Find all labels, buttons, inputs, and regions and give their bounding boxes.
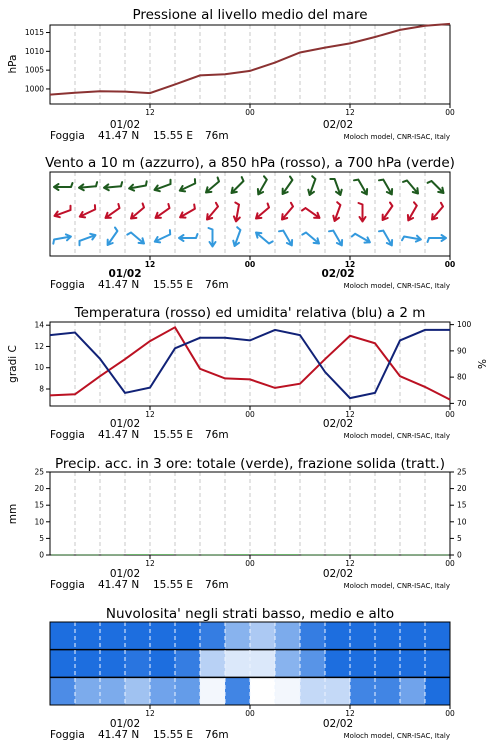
- model-credit: Moloch model, CNR-ISAC, Italy: [343, 432, 450, 440]
- cloud-cell: [375, 677, 401, 705]
- wind-arrow: [352, 234, 370, 243]
- cloud-cell: [275, 622, 301, 650]
- day-label-2: 02/02: [322, 568, 354, 580]
- wind-arrow: [156, 204, 170, 218]
- wind-arrow: [155, 230, 170, 242]
- wind-arrow: [127, 233, 144, 244]
- precip-bar: [401, 555, 424, 556]
- wind-arrow: [131, 204, 144, 219]
- cloud-cell: [75, 650, 101, 678]
- wind-arrow: [180, 205, 195, 218]
- y-tick-label-right: 80: [457, 372, 467, 382]
- cloud-cell: [325, 677, 351, 705]
- pressure-title: Pressione al livello medio del mare: [132, 7, 368, 23]
- model-credit: Moloch model, CNR-ISAC, Italy: [343, 732, 450, 740]
- precip-bar: [151, 554, 174, 555]
- clouds-panel: [50, 606, 455, 741]
- wind-arrow: [428, 235, 447, 242]
- y-tick-label-right: 15: [457, 500, 467, 510]
- cloud-cell: [125, 677, 151, 705]
- y-tick-label-right: 25: [457, 467, 467, 477]
- wind-arrow: [354, 180, 367, 195]
- cloud-cell: [175, 677, 201, 705]
- cloud-cell: [425, 677, 451, 705]
- x-tick-label: 12: [145, 559, 155, 568]
- y-tick-label: 1010: [24, 46, 44, 56]
- wind-arrow: [333, 202, 340, 221]
- wind-arrow: [383, 203, 393, 221]
- cloud-cell: [150, 677, 176, 705]
- x-tick-label: 12: [345, 709, 355, 718]
- wind-arrow: [359, 203, 366, 222]
- location-lon: 15.55 E: [153, 279, 194, 291]
- wind-arrow: [180, 179, 195, 191]
- clouds-title: Nuvolosita' negli strati basso, medio e alto: [105, 606, 395, 622]
- x-tick-label: 00: [445, 709, 455, 718]
- wind-arrow: [282, 203, 293, 220]
- precip-bar: [251, 554, 274, 555]
- cloud-cell: [175, 650, 201, 678]
- wind-arrow: [256, 233, 273, 244]
- precip-title: Precip. acc. in 3 ore: totale (verde), frazione solida (tratt.): [55, 456, 445, 472]
- cloud-cell: [400, 650, 426, 678]
- y-tick-label: 5: [39, 533, 44, 543]
- x-tick-label: 12: [145, 108, 155, 117]
- cloud-cell: [200, 650, 226, 678]
- cloud-cell: [125, 622, 151, 650]
- location-lat: 41.47 N: [98, 429, 140, 441]
- day-label-1: 01/02: [109, 418, 141, 430]
- x-tick-label: 00: [245, 559, 255, 568]
- location-name: Foggia: [50, 429, 85, 441]
- wind-arrow: [330, 179, 341, 195]
- wind-arrow: [308, 176, 315, 195]
- cloud-cell: [300, 677, 326, 705]
- location-lon: 15.55 E: [153, 429, 194, 441]
- day-label-1: 01/02: [109, 718, 141, 730]
- y-tick-label: 8: [39, 384, 44, 394]
- wind-arrow: [108, 228, 118, 246]
- x-tick-label: 00: [245, 108, 255, 117]
- wind-arrow: [256, 204, 269, 219]
- cloud-cell: [300, 622, 326, 650]
- wind-arrow: [302, 233, 319, 244]
- y-tick-label: 15: [34, 500, 44, 510]
- x-tick-label: 12: [345, 559, 355, 568]
- y-tick-label: 20: [34, 484, 44, 494]
- wind-arrow: [79, 182, 97, 190]
- wind-arrow: [179, 234, 198, 241]
- clouds-footer: [50, 718, 450, 741]
- y-tick-label-right: 100: [457, 320, 472, 330]
- wind-arrow: [432, 203, 443, 220]
- wind-arrow: [80, 234, 96, 245]
- y-tick-label: 25: [34, 467, 44, 477]
- location-name: Foggia: [50, 279, 85, 291]
- cloud-cell: [300, 650, 326, 678]
- location-elevation: 76m: [205, 579, 229, 591]
- precip-bar: [201, 555, 224, 556]
- wind-arrow: [403, 181, 418, 194]
- location-name: Foggia: [50, 729, 85, 741]
- y-tick-label-right: 20: [457, 484, 467, 494]
- precip-bar: [126, 554, 149, 555]
- cloud-cell: [100, 677, 126, 705]
- cloud-cell: [275, 650, 301, 678]
- wind-arrow: [80, 205, 95, 217]
- location-elevation: 76m: [205, 429, 229, 441]
- cloud-cell: [75, 622, 101, 650]
- y-tick-label: 14: [34, 320, 44, 330]
- cloud-cell: [350, 677, 376, 705]
- precip-bar: [176, 555, 199, 556]
- cloud-cell: [200, 622, 226, 650]
- wind-arrow: [206, 178, 219, 193]
- cloud-cell: [350, 622, 376, 650]
- cloud-cell: [150, 650, 176, 678]
- location-lat: 41.47 N: [98, 130, 140, 142]
- cloud-cell: [275, 677, 301, 705]
- wind-panel: [45, 155, 455, 291]
- y-tick-label-right: 0: [457, 550, 462, 560]
- y-tick-label: 10: [34, 363, 44, 373]
- day-label-1: 01/02: [109, 568, 141, 580]
- temp-rh-title: Temperatura (rosso) ed umidita' relativa (blu) a 2 m: [74, 305, 426, 321]
- precip-bar: [326, 555, 349, 556]
- location-lat: 41.47 N: [98, 579, 140, 591]
- cloud-cell: [350, 650, 376, 678]
- y-tick-label: 0: [39, 550, 44, 560]
- location-elevation: 76m: [205, 130, 229, 142]
- cloud-cell: [50, 677, 76, 705]
- precip-ylabel: mm: [7, 503, 19, 525]
- wind-arrow: [234, 203, 240, 222]
- pressure-ylabel: hPa: [7, 54, 19, 74]
- wind-title: Vento a 10 m (azzurro), a 850 hPa (rosso), a 700 hPa (verde): [45, 155, 455, 171]
- model-credit: Moloch model, CNR-ISAC, Italy: [343, 133, 450, 141]
- wind-arrow: [408, 202, 417, 220]
- wind-arrow: [233, 227, 240, 246]
- cloud-cell: [250, 677, 276, 705]
- wind-arrow: [279, 231, 292, 246]
- day-label-2: 02/02: [322, 418, 354, 430]
- cloud-cell: [100, 622, 126, 650]
- cloud-cell: [325, 622, 351, 650]
- day-label-2: 02/02: [322, 119, 354, 131]
- wind-arrow: [106, 204, 120, 218]
- y-tick-label: 1015: [24, 28, 44, 38]
- wind-arrow: [55, 206, 71, 217]
- cloud-cell: [325, 650, 351, 678]
- cloud-cell: [200, 677, 226, 705]
- cloud-cell: [100, 650, 126, 678]
- pressure-panel: [7, 7, 455, 142]
- wind-arrow: [329, 231, 342, 246]
- precip-bar: [276, 554, 299, 555]
- location-lon: 15.55 E: [153, 729, 194, 741]
- cloud-cell: [150, 622, 176, 650]
- cloud-cell: [400, 677, 426, 705]
- model-credit: Moloch model, CNR-ISAC, Italy: [343, 282, 450, 290]
- wind-arrow: [428, 181, 444, 193]
- precip-bar: [376, 555, 399, 556]
- precip-bar: [51, 555, 74, 556]
- wind-arrow: [232, 177, 244, 193]
- wind-arrow: [53, 234, 71, 243]
- cloud-cell: [250, 622, 276, 650]
- wind-arrow: [258, 176, 267, 194]
- y-tick-label-right: 70: [457, 398, 467, 408]
- cloud-cell: [375, 650, 401, 678]
- wind-arrow: [379, 180, 392, 195]
- precip-bar: [101, 555, 124, 556]
- day-label-1: 01/02: [109, 119, 141, 131]
- precip-panel: [7, 456, 467, 591]
- x-tick-label: 00: [244, 260, 256, 269]
- rh-ylabel: %: [477, 359, 489, 369]
- wind-arrow: [402, 236, 421, 242]
- precip-bar: [351, 555, 374, 556]
- cloud-cell: [425, 622, 451, 650]
- x-tick-label: 00: [245, 410, 255, 419]
- wind-arrow: [283, 177, 293, 195]
- x-tick-label: 00: [444, 260, 456, 269]
- wind-footer: [50, 268, 450, 291]
- temp-ylabel: gradi C: [7, 345, 19, 383]
- cloud-cell: [50, 650, 76, 678]
- temp-rh-footer: [50, 418, 450, 441]
- cloud-cell: [225, 622, 251, 650]
- location-lon: 15.55 E: [153, 579, 194, 591]
- wind-arrow: [207, 203, 218, 220]
- x-tick-label: 12: [145, 709, 155, 718]
- location-name: Foggia: [50, 130, 85, 142]
- location-lat: 41.47 N: [98, 279, 140, 291]
- cloud-cell: [75, 677, 101, 705]
- wind-arrow: [302, 208, 320, 218]
- cloud-cell: [225, 677, 251, 705]
- precip-bar: [426, 555, 449, 556]
- y-tick-label-right: 10: [457, 517, 467, 527]
- cloud-cell: [50, 622, 76, 650]
- x-tick-label: 12: [345, 410, 355, 419]
- precip-bar: [301, 555, 324, 556]
- x-tick-label: 00: [245, 709, 255, 718]
- y-tick-label: 12: [34, 341, 44, 351]
- x-tick-label: 12: [145, 410, 155, 419]
- location-lon: 15.55 E: [153, 130, 194, 142]
- cloud-cell: [175, 622, 201, 650]
- y-tick-label: 1000: [24, 84, 44, 94]
- location-elevation: 76m: [205, 279, 229, 291]
- pressure-footer: [50, 119, 450, 142]
- model-credit: Moloch model, CNR-ISAC, Italy: [343, 582, 450, 590]
- x-tick-label: 00: [445, 108, 455, 117]
- precip-bar: [226, 554, 249, 555]
- cloud-cell: [400, 622, 426, 650]
- cloud-cell: [225, 650, 251, 678]
- wind-arrow: [209, 228, 216, 247]
- precip-footer: [50, 568, 450, 591]
- location-name: Foggia: [50, 579, 85, 591]
- x-tick-label: 00: [445, 410, 455, 419]
- y-tick-label-right: 5: [457, 533, 462, 543]
- x-tick-label: 12: [144, 260, 156, 269]
- y-tick-label: 1005: [24, 65, 44, 75]
- wind-arrow: [104, 182, 122, 190]
- wind-arrow: [155, 180, 171, 191]
- location-lat: 41.47 N: [98, 729, 140, 741]
- wind-arrow: [379, 231, 392, 246]
- wind-arrow: [54, 183, 73, 190]
- cloud-cell: [125, 650, 151, 678]
- x-tick-label: 12: [344, 260, 356, 269]
- day-label-2: 02/02: [322, 718, 354, 730]
- day-label-1: 01/02: [108, 268, 142, 280]
- cloud-cell: [250, 650, 276, 678]
- cloud-cell: [425, 650, 451, 678]
- precip-bar: [76, 555, 99, 556]
- x-tick-label: 00: [445, 559, 455, 568]
- y-tick-label-right: 90: [457, 346, 467, 356]
- wind-arrow: [129, 181, 147, 190]
- x-tick-label: 12: [345, 108, 355, 117]
- temp-rh-panel: [7, 305, 489, 441]
- y-tick-label: 10: [34, 517, 44, 527]
- day-label-2: 02/02: [321, 268, 355, 280]
- cloud-cell: [375, 622, 401, 650]
- location-elevation: 76m: [205, 729, 229, 741]
